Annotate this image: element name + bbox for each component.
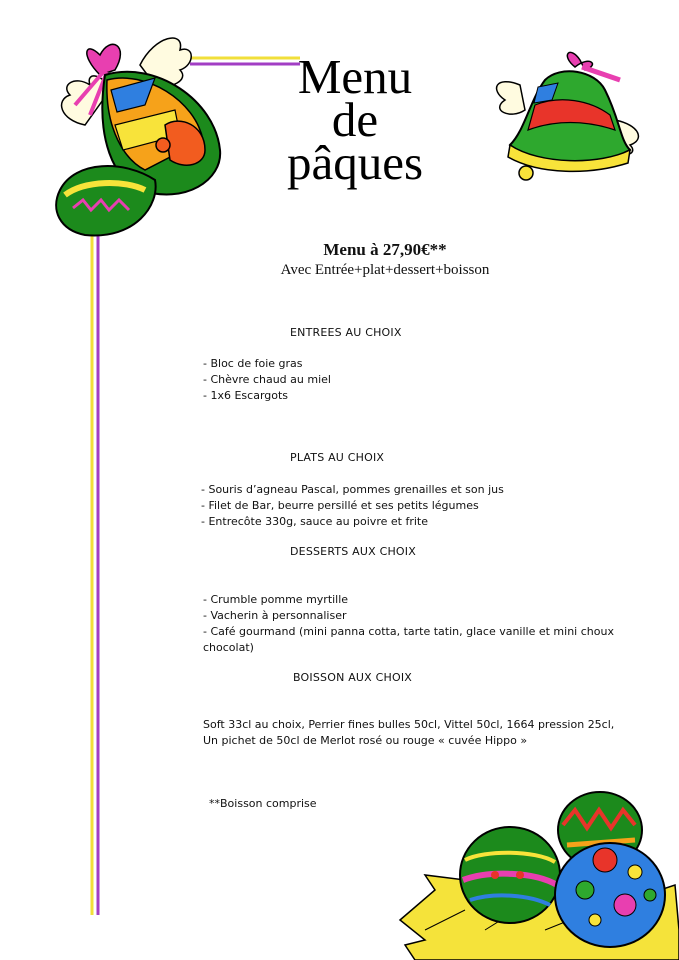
section-heading-desserts: DESSERTS AUX CHOIX xyxy=(290,545,416,558)
title-line-1: Menu xyxy=(297,49,413,104)
footnote: **Boisson comprise xyxy=(209,797,317,810)
list-item: - Chèvre chaud au miel xyxy=(203,373,331,386)
easter-eggs-nest-illustration xyxy=(395,780,679,960)
section-heading-entrees: ENTREES AU CHOIX xyxy=(290,326,402,339)
title-line-2: de xyxy=(331,92,379,147)
easter-bell-right-illustration xyxy=(490,45,650,185)
easter-bell-left-illustration xyxy=(45,30,235,245)
list-item: - Bloc de foie gras xyxy=(203,357,303,370)
list-item: - Café gourmand (mini panna cotta, tarte tatin, glace vanille et mini choux xyxy=(203,625,614,638)
list-item: - Crumble pomme myrtille xyxy=(203,593,349,606)
list-item: Soft 33cl au choix, Perrier fines bulles 50cl, Vittel 50cl, 1664 pression 25cl, xyxy=(203,718,615,731)
list-item: - Vacherin à personnaliser xyxy=(203,609,347,622)
menu-price: Menu à 27,90€** xyxy=(323,240,447,259)
list-item: - Entrecôte 330g, sauce au poivre et frite xyxy=(201,515,428,528)
section-list-desserts xyxy=(203,592,614,656)
menu-formula: Avec Entrée+plat+dessert+boisson xyxy=(280,262,490,278)
list-item: - 1x6 Escargots xyxy=(203,389,289,402)
section-list-entrees xyxy=(203,356,331,404)
section-heading-plats: PLATS AU CHOIX xyxy=(290,451,385,464)
section-list-boissons xyxy=(203,717,614,749)
title-line-3: pâques xyxy=(286,135,424,190)
list-item: chocolat) xyxy=(203,641,254,654)
section-heading-boissons: BOISSON AUX CHOIX xyxy=(293,671,413,684)
list-item: - Souris d’agneau Pascal, pommes grenailles et son jus xyxy=(201,483,504,496)
list-item: Un pichet de 50cl de Merlot rosé ou rouge « cuvée Hippo » xyxy=(203,734,528,747)
section-list-plats xyxy=(201,482,504,530)
list-item: - Filet de Bar, beurre persillé et ses petits légumes xyxy=(201,499,479,512)
menu-title xyxy=(240,49,470,190)
